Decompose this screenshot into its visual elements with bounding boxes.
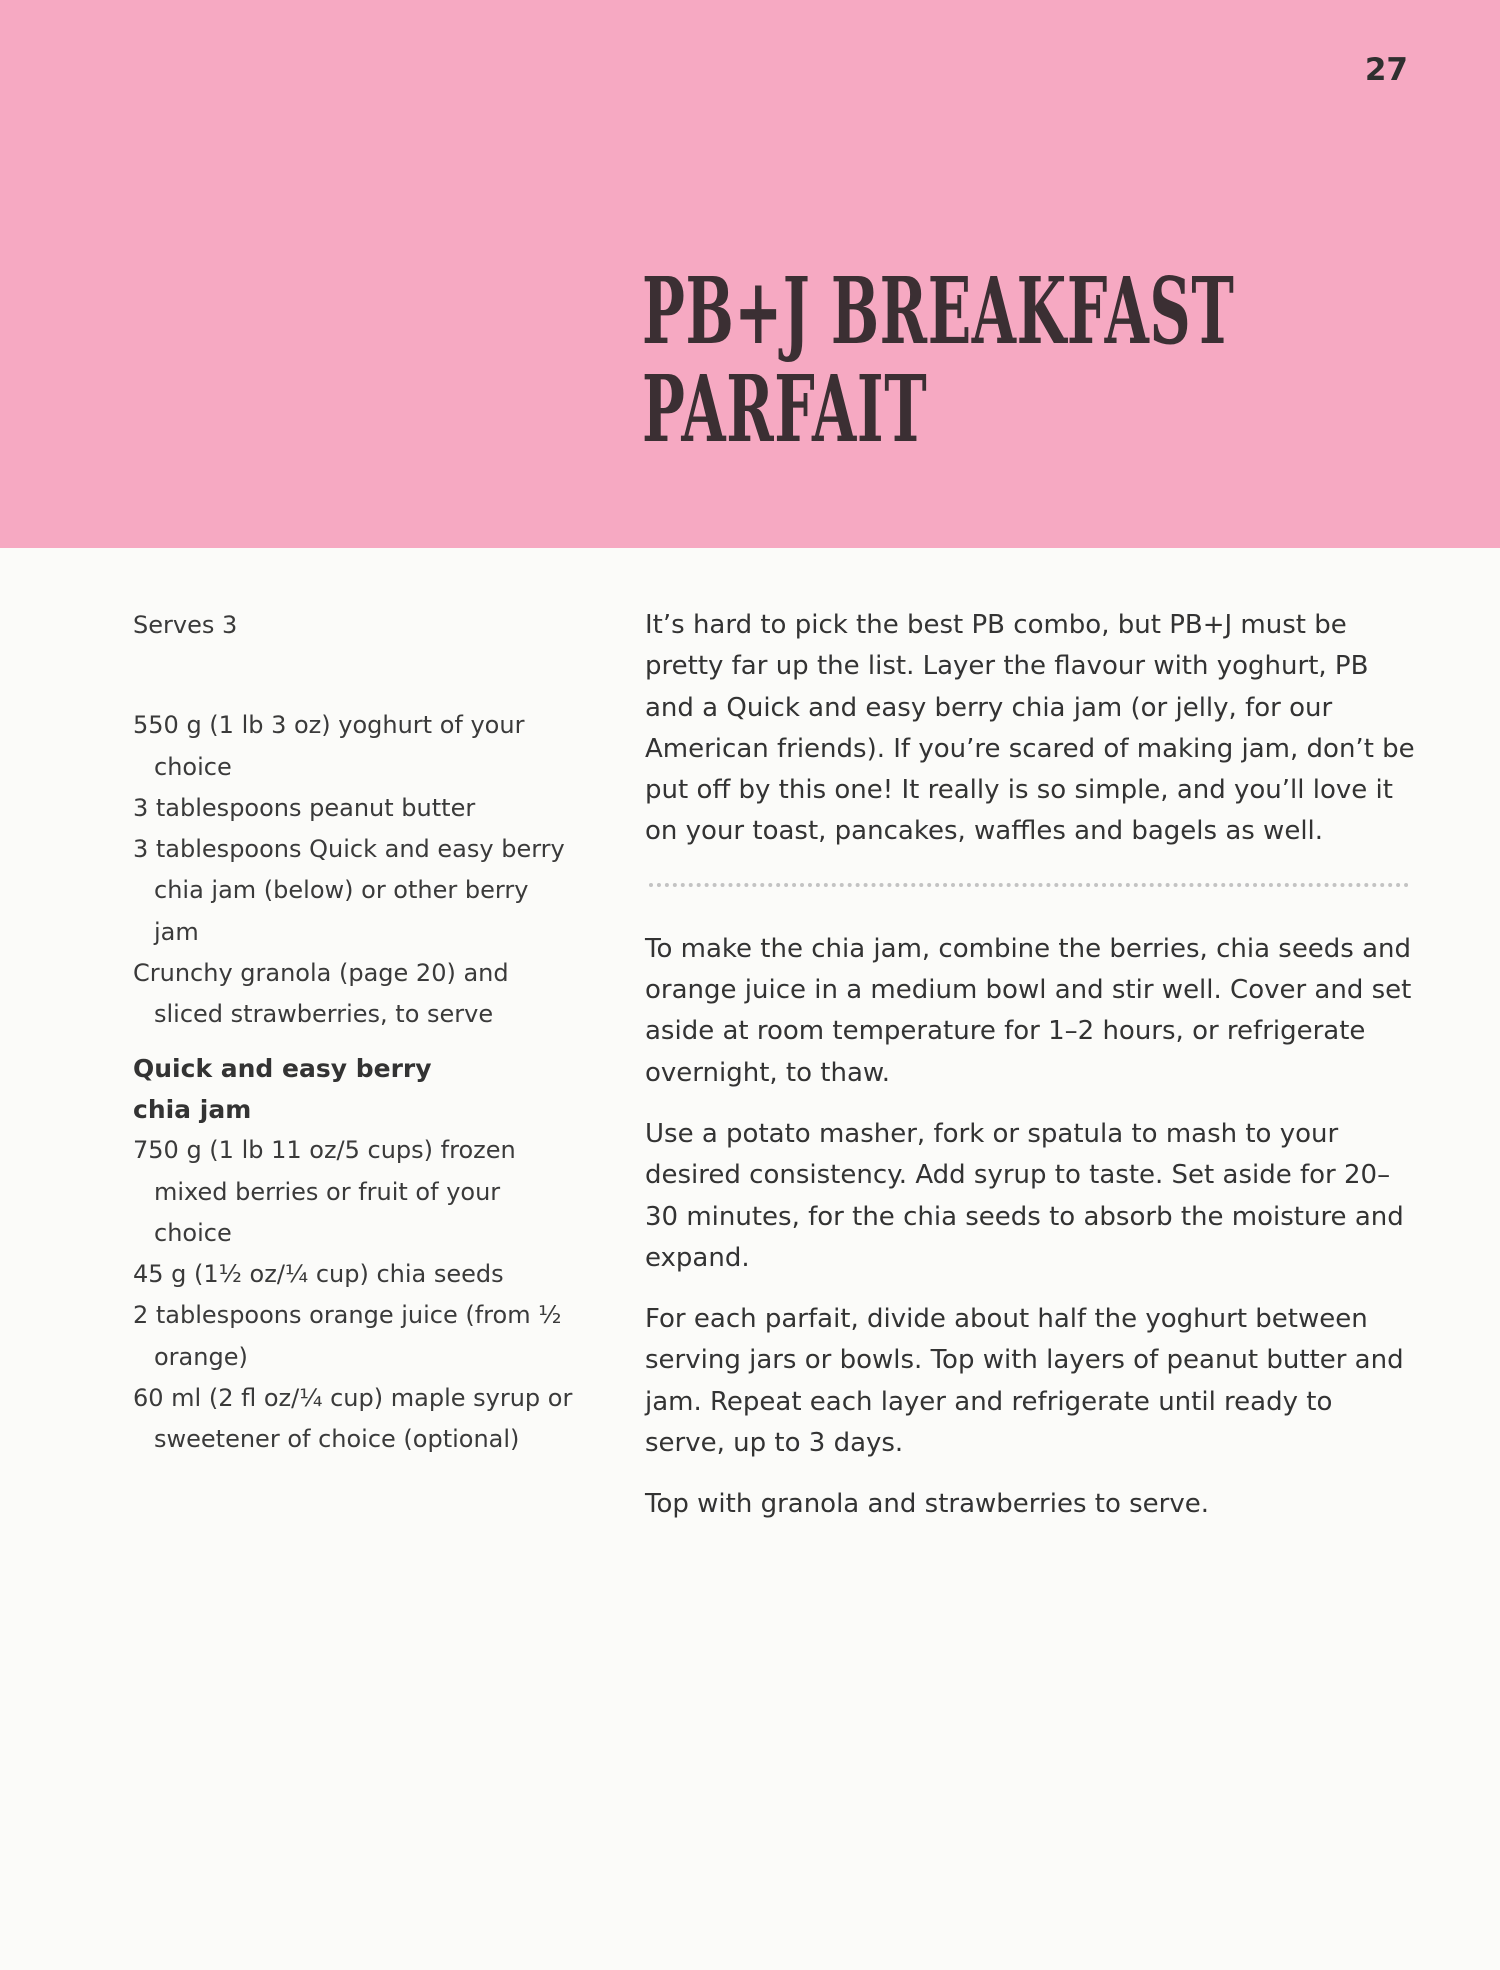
title-line-1: PB+J BREAKFAST — [642, 257, 1235, 365]
method-step: Top with granola and strawberries to serve. — [645, 1489, 1210, 1520]
title-line-2: PARFAIT — [642, 355, 928, 463]
jam-ingredient-item: 2 tablespoons orange juice (from ½ orange) — [133, 1301, 562, 1371]
page-number: 27 — [1364, 52, 1408, 88]
method-step: For each parfait, divide about half the yoghurt between serving jars or bowls. Top with layers of peanut butter and jam. Repeat each layer and refrigerate until ready to serve, up to 3 days. — [645, 1304, 1404, 1459]
intro-paragraph: It’s hard to pick the best PB combo, but PB+J must be pretty far up the list. Layer the flavour with yoghurt, PB and a Quick and easy berry chia jam (or jelly, for our American friends). If you’re scared of making jam, don’t be put off by this one! It really is so simple, and you’ll love it on your toast, pancakes, waffles and bagels as well. — [645, 610, 1415, 847]
method-step: To make the chia jam, combine the berries, chia seeds and orange juice in a medium bowl and stir well. Cover and set aside at room temperature for 1–2 hours, or refrigerate overnight, to thaw. — [645, 933, 1412, 1088]
method-steps — [645, 929, 1415, 1526]
method-column — [645, 605, 1415, 1546]
dotted-divider — [649, 883, 1409, 887]
ingredient-item: 3 tablespoons peanut butter — [133, 793, 476, 822]
ingredients-column — [133, 605, 573, 1461]
ingredient-list — [133, 705, 573, 1035]
jam-heading: Quick and easy berry chia jam — [133, 1053, 432, 1124]
jam-ingredient-item: 45 g (1½ oz/¼ cup) chia seeds — [133, 1260, 504, 1289]
ingredient-item: 550 g (1 lb 3 oz) yoghurt of your choice — [133, 711, 525, 781]
ingredient-item: 3 tablespoons Quick and easy berry chia jam (below) or other berry jam — [133, 835, 565, 946]
jam-ingredient-item: 60 ml (2 fl oz/¼ cup) maple syrup or sweetener of choice (optional) — [133, 1384, 573, 1454]
ingredient-item: Crunchy granola (page 20) and sliced strawberries, to serve — [133, 959, 509, 1029]
recipe-title — [642, 257, 1235, 463]
jam-ingredient-list — [133, 1130, 573, 1460]
serves-label: Serves 3 — [133, 611, 238, 639]
jam-ingredient-item: 750 g (1 lb 11 oz/5 cups) frozen mixed berries or fruit of your choice — [133, 1136, 516, 1247]
method-step: Use a potato masher, fork or spatula to mash to your desired consistency. Add syrup to taste. Set aside for 20–30 minutes, for the chia seeds to absorb the moisture and expand. — [645, 1118, 1404, 1273]
